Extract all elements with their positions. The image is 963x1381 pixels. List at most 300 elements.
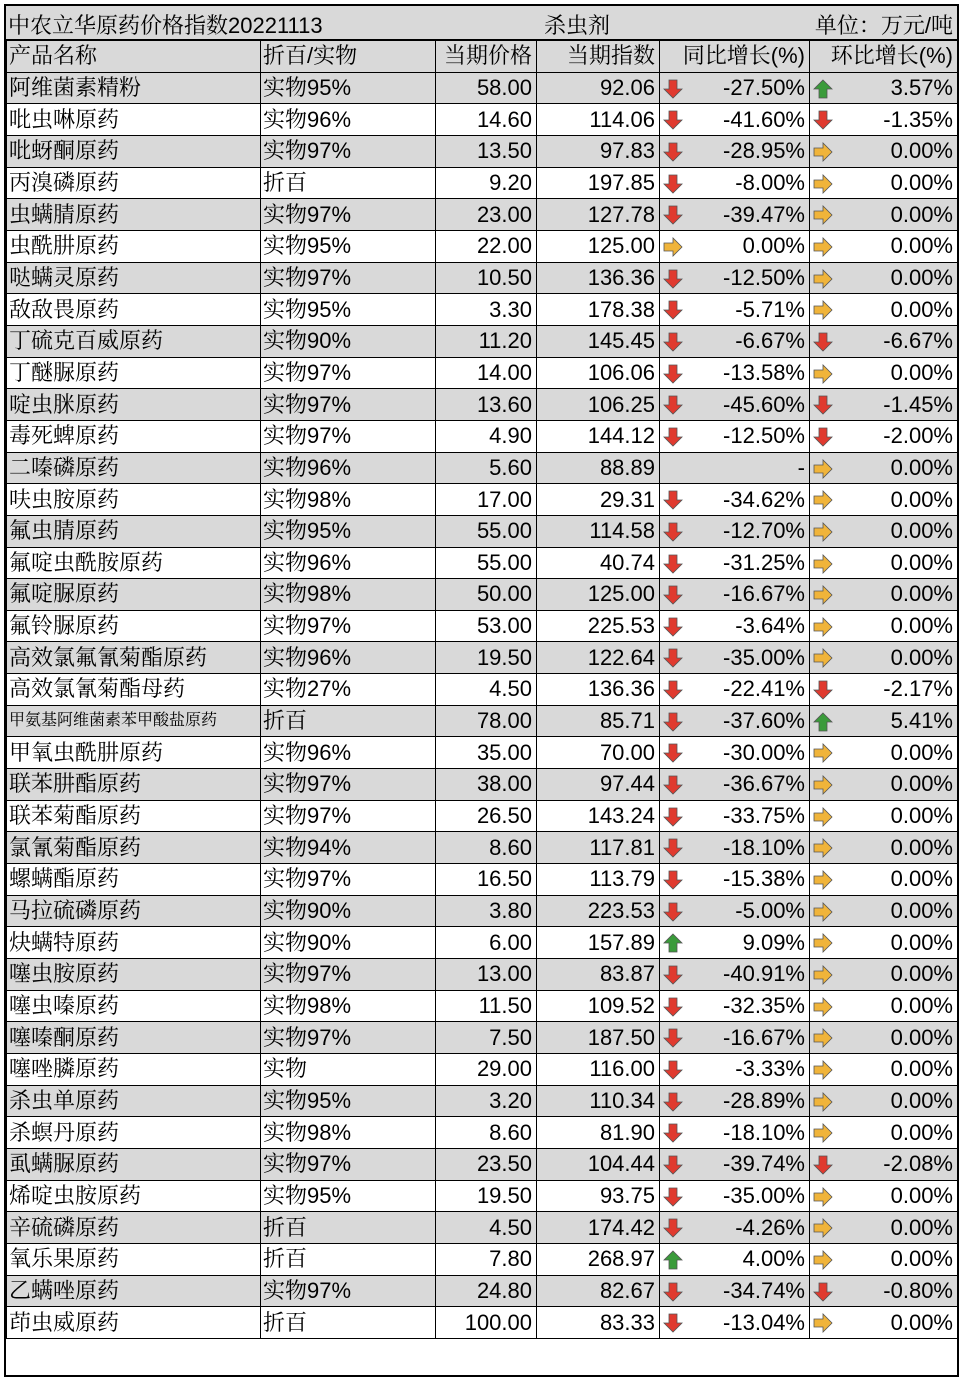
- arrow-down-icon: [663, 1155, 683, 1175]
- spec-text: 实物98%: [263, 581, 352, 607]
- arrow-down-icon: [663, 870, 683, 890]
- arrow-down-icon: [663, 174, 683, 194]
- yoy-text: -12.50%: [723, 264, 805, 290]
- yoy-cell: [660, 959, 810, 991]
- price-cell: [436, 72, 537, 104]
- mom-cell: [810, 1275, 958, 1307]
- mom-text: -2.08%: [883, 1151, 953, 1177]
- mom-text: 0.00%: [890, 581, 953, 607]
- price-text: 5.60: [489, 454, 532, 480]
- yoy-text: -6.67%: [735, 328, 805, 354]
- index-cell: [537, 895, 660, 927]
- spec-text: 实物97%: [263, 961, 352, 987]
- arrow-right-icon: [813, 300, 833, 320]
- yoy-text: -34.74%: [723, 1277, 805, 1303]
- product-name-text: 哒螨灵原药: [9, 264, 120, 290]
- price-cell: [436, 389, 537, 421]
- mom-cell: [810, 705, 958, 737]
- price-text: 6.00: [489, 929, 532, 955]
- mom-text: 0.00%: [890, 961, 953, 987]
- mom-cell: [810, 927, 958, 959]
- price-cell: [436, 800, 537, 832]
- arrow-down-icon: [663, 1187, 683, 1207]
- yoy-cell: [660, 895, 810, 927]
- yoy-text: -: [797, 454, 805, 480]
- product-name-cell: [7, 769, 261, 801]
- price-cell: [436, 294, 537, 326]
- spec-text: 实物97%: [263, 803, 352, 829]
- index-cell: [537, 579, 660, 611]
- index-text: 104.44: [587, 1151, 655, 1177]
- arrow-down-icon: [663, 775, 683, 795]
- mom-text: 0.00%: [890, 1214, 953, 1240]
- index-cell: [537, 294, 660, 326]
- product-name-cell: [7, 1117, 261, 1149]
- index-cell: [537, 1180, 660, 1212]
- arrow-right-icon: [813, 965, 833, 985]
- mom-text: 0.00%: [890, 993, 953, 1019]
- index-cell: [537, 1054, 660, 1086]
- spec-text: 实物98%: [263, 486, 352, 512]
- price-table: [6, 40, 958, 1339]
- index-cell: [537, 167, 660, 199]
- arrow-right-icon: [813, 585, 833, 605]
- index-cell: [537, 959, 660, 991]
- table-row: [7, 104, 958, 136]
- table-row: [7, 800, 958, 832]
- spec-cell: [261, 389, 436, 421]
- header-yoy: 同比增长(%): [660, 41, 810, 73]
- yoy-cell: [660, 452, 810, 484]
- price-text: 3.30: [489, 296, 532, 322]
- price-cell: [436, 832, 537, 864]
- index-cell: [537, 135, 660, 167]
- product-name-cell: [7, 800, 261, 832]
- mom-text: 0.00%: [890, 138, 953, 164]
- product-name-text: 甲氨基阿维菌素苯甲酸盐原药: [9, 712, 218, 730]
- product-name-text: 丁硫克百威原药: [9, 328, 164, 354]
- spec-cell: [261, 167, 436, 199]
- yoy-text: -5.71%: [735, 296, 805, 322]
- product-name-text: 辛硫磷原药: [9, 1214, 120, 1240]
- spec-cell: [261, 357, 436, 389]
- yoy-cell: [660, 135, 810, 167]
- index-cell: [537, 610, 660, 642]
- table-row: [7, 325, 958, 357]
- price-text: 17.00: [476, 486, 532, 512]
- table-row: [7, 1275, 958, 1307]
- yoy-cell: [660, 230, 810, 262]
- yoy-text: -16.67%: [723, 1024, 805, 1050]
- table-row: [7, 990, 958, 1022]
- spec-cell: [261, 1148, 436, 1180]
- arrow-down-icon: [663, 1282, 683, 1302]
- yoy-text: -12.70%: [723, 518, 805, 544]
- spec-cell: [261, 990, 436, 1022]
- index-cell: [537, 515, 660, 547]
- mom-text: 0.00%: [890, 771, 953, 797]
- arrow-down-icon: [663, 364, 683, 384]
- arrow-right-icon: [813, 1028, 833, 1048]
- table-row: [7, 769, 958, 801]
- price-text: 4.90: [489, 423, 532, 449]
- spec-cell: [261, 1117, 436, 1149]
- mom-text: -6.67%: [883, 328, 953, 354]
- yoy-cell: [660, 1243, 810, 1275]
- product-name-text: 炔螨特原药: [9, 929, 120, 955]
- arrow-down-icon: [813, 395, 833, 415]
- mom-text: -1.45%: [883, 391, 953, 417]
- product-name-text: 氯氰菊酯原药: [9, 834, 142, 860]
- product-name-cell: [7, 927, 261, 959]
- index-text: 70.00: [599, 739, 655, 765]
- mom-cell: [810, 294, 958, 326]
- yoy-text: 9.09%: [742, 929, 805, 955]
- product-name-cell: [7, 1180, 261, 1212]
- index-cell: [537, 199, 660, 231]
- table-row: [7, 832, 958, 864]
- index-cell: [537, 325, 660, 357]
- price-cell: [436, 1180, 537, 1212]
- spec-cell: [261, 1243, 436, 1275]
- product-name-cell: [7, 990, 261, 1022]
- spec-text: 实物96%: [263, 739, 352, 765]
- arrow-right-icon: [813, 1218, 833, 1238]
- product-name-text: 虱螨脲原药: [9, 1151, 120, 1177]
- mom-cell: [810, 72, 958, 104]
- arrow-right-icon: [813, 459, 833, 479]
- product-name-cell: [7, 705, 261, 737]
- index-cell: [537, 1307, 660, 1339]
- spec-text: 实物97%: [263, 138, 352, 164]
- arrow-right-icon: [813, 617, 833, 637]
- yoy-cell: [660, 1148, 810, 1180]
- price-cell: [436, 769, 537, 801]
- product-name-text: 乙螨唑原药: [9, 1277, 120, 1303]
- product-name-text: 丙溴磷原药: [9, 169, 120, 195]
- table-row: [7, 705, 958, 737]
- arrow-down-icon: [663, 743, 683, 763]
- spec-text: 折百: [263, 708, 308, 734]
- yoy-cell: [660, 832, 810, 864]
- table-row: [7, 864, 958, 896]
- spec-text: 实物98%: [263, 993, 352, 1019]
- price-text: 55.00: [476, 518, 532, 544]
- yoy-cell: [660, 547, 810, 579]
- arrow-down-icon: [663, 269, 683, 289]
- product-name-text: 呋虫胺原药: [9, 486, 120, 512]
- price-cell: [436, 1275, 537, 1307]
- index-text: 106.06: [587, 359, 655, 385]
- product-name-text: 吡蚜酮原药: [9, 138, 120, 164]
- arrow-right-icon: [813, 1123, 833, 1143]
- table-row: [7, 515, 958, 547]
- spec-text: 实物97%: [263, 1277, 352, 1303]
- mom-cell: [810, 452, 958, 484]
- price-cell: [436, 167, 537, 199]
- product-name-cell: [7, 1085, 261, 1117]
- arrow-down-icon: [663, 1028, 683, 1048]
- yoy-text: -3.64%: [735, 613, 805, 639]
- price-text: 4.50: [489, 676, 532, 702]
- spec-text: 实物97%: [263, 359, 352, 385]
- spec-cell: [261, 72, 436, 104]
- product-name-cell: [7, 674, 261, 706]
- arrow-down-icon: [663, 585, 683, 605]
- index-text: 93.75: [599, 1182, 655, 1208]
- yoy-cell: [660, 800, 810, 832]
- price-cell: [436, 1148, 537, 1180]
- yoy-cell: [660, 579, 810, 611]
- yoy-text: -4.26%: [735, 1214, 805, 1240]
- price-text: 11.20: [478, 328, 532, 354]
- index-cell: [537, 737, 660, 769]
- mom-text: 3.57%: [890, 74, 953, 100]
- arrow-down-icon: [813, 680, 833, 700]
- spec-cell: [261, 420, 436, 452]
- mom-text: 0.00%: [890, 1056, 953, 1082]
- table-row: [7, 262, 958, 294]
- arrow-down-icon: [663, 110, 683, 130]
- spec-cell: [261, 547, 436, 579]
- index-text: 82.67: [599, 1277, 655, 1303]
- product-name-text: 二嗪磷原药: [9, 454, 120, 480]
- mom-cell: [810, 1022, 958, 1054]
- spec-cell: [261, 1054, 436, 1086]
- mom-cell: [810, 1085, 958, 1117]
- arrow-up-icon: [663, 933, 683, 953]
- table-row: [7, 230, 958, 262]
- spec-text: 实物96%: [263, 106, 352, 132]
- spec-cell: [261, 135, 436, 167]
- price-text: 8.60: [489, 1119, 532, 1145]
- table-row: [7, 420, 958, 452]
- price-cell: [436, 515, 537, 547]
- price-cell: [436, 895, 537, 927]
- price-cell: [436, 927, 537, 959]
- spec-cell: [261, 959, 436, 991]
- index-text: 125.00: [587, 581, 655, 607]
- product-name-text: 杀虫单原药: [9, 1087, 120, 1113]
- price-cell: [436, 674, 537, 706]
- spec-text: 实物97%: [263, 201, 352, 227]
- table-row: [7, 452, 958, 484]
- arrow-down-icon: [813, 332, 833, 352]
- price-cell: [436, 547, 537, 579]
- spec-cell: [261, 484, 436, 516]
- table-row: [7, 642, 958, 674]
- yoy-cell: [660, 199, 810, 231]
- mom-text: 0.00%: [890, 1182, 953, 1208]
- mom-cell: [810, 547, 958, 579]
- product-name-text: 吡虫啉原药: [9, 106, 120, 132]
- yoy-text: -12.50%: [723, 423, 805, 449]
- index-text: 143.24: [587, 803, 655, 829]
- spec-text: 折百: [263, 1214, 308, 1240]
- price-cell: [436, 1212, 537, 1244]
- product-name-cell: [7, 895, 261, 927]
- spec-cell: [261, 579, 436, 611]
- price-text: 53.00: [476, 613, 532, 639]
- product-name-cell: [7, 167, 261, 199]
- arrow-down-icon: [663, 838, 683, 858]
- yoy-text: -18.10%: [723, 1119, 805, 1145]
- mom-cell: [810, 420, 958, 452]
- arrow-right-icon: [813, 205, 833, 225]
- yoy-cell: [660, 642, 810, 674]
- price-text: 13.00: [476, 961, 532, 987]
- yoy-cell: [660, 167, 810, 199]
- product-name-text: 虫螨腈原药: [9, 201, 120, 227]
- yoy-cell: [660, 262, 810, 294]
- mom-text: -2.17%: [883, 676, 953, 702]
- price-cell: [436, 1307, 537, 1339]
- table-row: [7, 959, 958, 991]
- yoy-text: -18.10%: [723, 834, 805, 860]
- index-text: 85.71: [599, 708, 655, 734]
- index-cell: [537, 674, 660, 706]
- product-name-text: 氟啶虫酰胺原药: [9, 549, 164, 575]
- mom-text: 0.00%: [890, 803, 953, 829]
- product-name-text: 氧乐果原药: [9, 1246, 120, 1272]
- yoy-text: 0.00%: [742, 233, 805, 259]
- arrow-right-icon: [813, 775, 833, 795]
- mom-cell: [810, 800, 958, 832]
- arrow-right-icon: [813, 838, 833, 858]
- spec-text: 实物90%: [263, 328, 352, 354]
- yoy-cell: [660, 610, 810, 642]
- yoy-text: -15.38%: [723, 866, 805, 892]
- mom-cell: [810, 262, 958, 294]
- index-text: 114.06: [589, 106, 655, 132]
- yoy-cell: [660, 357, 810, 389]
- yoy-text: -35.00%: [723, 644, 805, 670]
- table-row: [7, 1180, 958, 1212]
- product-name-text: 联苯肼酯原药: [9, 771, 142, 797]
- mom-text: 0.00%: [890, 898, 953, 924]
- product-name-text: 烯啶虫胺原药: [9, 1182, 142, 1208]
- yoy-text: -39.47%: [723, 201, 805, 227]
- mom-cell: [810, 832, 958, 864]
- index-cell: [537, 1275, 660, 1307]
- index-cell: [537, 420, 660, 452]
- spec-text: 实物97%: [263, 264, 352, 290]
- mom-cell: [810, 199, 958, 231]
- spec-cell: [261, 294, 436, 326]
- arrow-right-icon: [813, 237, 833, 257]
- product-name-cell: [7, 325, 261, 357]
- table-row: [7, 674, 958, 706]
- arrow-right-icon: [813, 142, 833, 162]
- table-row: [7, 610, 958, 642]
- mom-text: 0.00%: [890, 929, 953, 955]
- product-name-text: 毒死蜱原药: [9, 423, 120, 449]
- arrow-down-icon: [663, 1092, 683, 1112]
- price-cell: [436, 484, 537, 516]
- price-text: 11.50: [478, 993, 532, 1019]
- spec-cell: [261, 515, 436, 547]
- product-name-text: 马拉硫磷原药: [9, 898, 142, 924]
- price-cell: [436, 357, 537, 389]
- yoy-cell: [660, 705, 810, 737]
- mom-text: 0.00%: [890, 486, 953, 512]
- price-cell: [436, 199, 537, 231]
- header-index: 当期指数: [537, 41, 660, 73]
- spec-text: 实物94%: [263, 834, 352, 860]
- price-text: 8.60: [489, 834, 532, 860]
- price-text: 22.00: [476, 233, 532, 259]
- product-name-cell: [7, 1275, 261, 1307]
- product-name-cell: [7, 262, 261, 294]
- spec-text: 折百: [263, 169, 308, 195]
- index-text: 88.89: [599, 454, 655, 480]
- arrow-up-icon: [813, 79, 833, 99]
- table-row: [7, 72, 958, 104]
- index-text: 144.12: [587, 423, 655, 449]
- yoy-cell: [660, 990, 810, 1022]
- mom-cell: [810, 1307, 958, 1339]
- yoy-cell: [660, 1117, 810, 1149]
- mom-cell: [810, 990, 958, 1022]
- arrow-down-icon: [663, 617, 683, 637]
- spec-cell: [261, 1085, 436, 1117]
- header-product-name: 产品名称: [7, 41, 261, 73]
- yoy-text: -28.95%: [723, 138, 805, 164]
- index-text: 157.89: [587, 929, 655, 955]
- spec-text: 折百: [263, 1246, 308, 1272]
- arrow-right-icon: [813, 490, 833, 510]
- spec-cell: [261, 262, 436, 294]
- spec-text: 实物90%: [263, 929, 352, 955]
- product-name-text: 噻唑膦原药: [9, 1056, 120, 1082]
- table-row: [7, 1307, 958, 1339]
- price-cell: [436, 262, 537, 294]
- product-name-cell: [7, 484, 261, 516]
- yoy-text: -3.33%: [735, 1056, 805, 1082]
- price-cell: [436, 1243, 537, 1275]
- table-row: [7, 1117, 958, 1149]
- arrow-right-icon: [813, 1092, 833, 1112]
- arrow-right-icon: [813, 1187, 833, 1207]
- mom-text: 0.00%: [890, 233, 953, 259]
- table-row: [7, 167, 958, 199]
- spec-cell: [261, 769, 436, 801]
- yoy-text: -31.25%: [723, 549, 805, 575]
- report-title: 中农立华原药价格指数20221113: [8, 13, 323, 38]
- index-text: 40.74: [599, 549, 655, 575]
- arrow-right-icon: [813, 174, 833, 194]
- yoy-text: -32.35%: [723, 993, 805, 1019]
- spec-cell: [261, 927, 436, 959]
- price-text: 58.00: [476, 74, 532, 100]
- spec-cell: [261, 895, 436, 927]
- product-name-text: 氟铃脲原药: [9, 613, 120, 639]
- yoy-cell: [660, 325, 810, 357]
- price-cell: [436, 1022, 537, 1054]
- mom-cell: [810, 357, 958, 389]
- mom-text: 0.00%: [890, 1119, 953, 1145]
- yoy-cell: [660, 1275, 810, 1307]
- yoy-text: -34.62%: [723, 486, 805, 512]
- table-row: [7, 199, 958, 231]
- index-text: 136.36: [587, 676, 655, 702]
- index-cell: [537, 230, 660, 262]
- table-row: [7, 737, 958, 769]
- arrow-down-icon: [663, 712, 683, 732]
- product-name-text: 氟啶脲原药: [9, 581, 120, 607]
- price-cell: [436, 642, 537, 674]
- spec-text: 实物97%: [263, 866, 352, 892]
